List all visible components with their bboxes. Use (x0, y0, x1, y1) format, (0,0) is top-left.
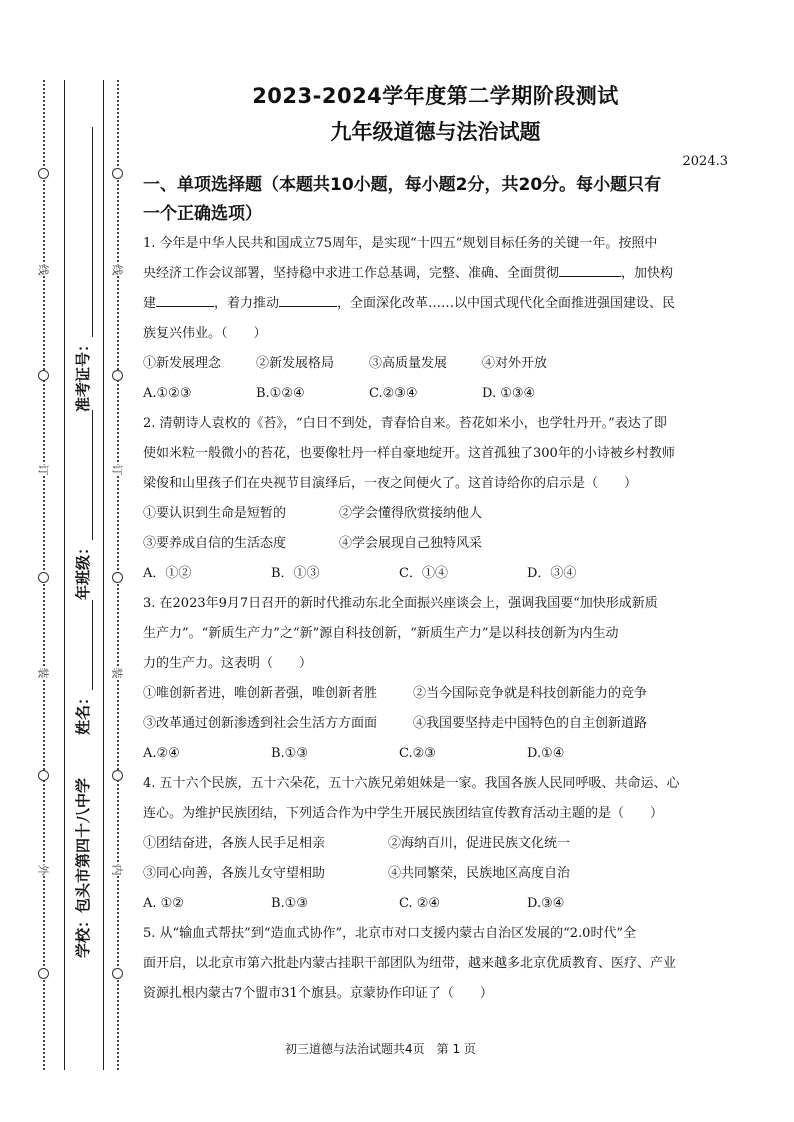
question-text: 央经济工作会议部署，坚持稳中求进工作总基调，完整、准确、全面贯彻 (143, 266, 560, 281)
option-c[interactable]: C.②③④ (369, 386, 418, 401)
school-value: 包头市第四十八中学 (74, 777, 92, 913)
question-text: ，着力推动 (214, 296, 280, 311)
statement: ①团结奋进，各族人民手足相亲 (143, 836, 326, 851)
inner-solid-line-left (64, 80, 65, 1070)
option-d[interactable]: D．③④ (527, 566, 577, 581)
inner-solid-line-right (103, 80, 104, 1070)
question-line: 2. 清朝诗人袁枚的《苔》，“白日不到处，青春恰自来。苔花如米小，也学牡丹开。”表达了即 (143, 416, 667, 431)
statement: ④我国要坚持走中国特色的自主创新道路 (413, 716, 648, 731)
binding-circle (38, 968, 49, 979)
question-line: 生产力”。“新质生产力”之“新”源自科技创新，“新质生产力”是以科技创新为内生动 (143, 626, 619, 641)
school-field (72, 778, 93, 958)
question-line: 面开启，以北京市第六批赴内蒙古挂职干部团队为纽带，越来越多北京优质教育、医疗、产业 (143, 956, 677, 971)
statement: ③同心向善，各族儿女守望相助 (143, 866, 326, 881)
statement: ③高质量发展 (369, 356, 448, 371)
statement: ②学会懂得欣赏接纳他人 (339, 506, 483, 521)
question-3 (143, 589, 728, 769)
binding-circle (112, 572, 123, 583)
question-text: ，加快构 (621, 266, 674, 281)
binding-char: 线 (36, 264, 50, 276)
statement: ①要认识到生命是短暂的 (143, 506, 287, 521)
question-line: 3. 在2023年9月7日召开的新时代推动东北全面振兴座谈会上，强调我国要“加快形成新质 (143, 596, 658, 611)
option-d[interactable]: D. ①③④ (482, 386, 536, 401)
binding-char: 外 (36, 864, 50, 876)
class-underline[interactable] (78, 410, 93, 540)
question-line: 梁俊和山里孩子们在央视节目演绎后，一夜之间便火了。这首诗给你的启示是（ ） (143, 476, 638, 491)
page-footer: 初三道德与法治试题共4页 第 1 页 (285, 1042, 476, 1056)
question-1 (143, 229, 728, 409)
statement-row (143, 499, 728, 529)
exam-content (143, 72, 728, 1009)
statement-row (143, 709, 728, 739)
question-line (143, 259, 728, 289)
section-title (143, 171, 728, 229)
exam-date: 2024.3 (682, 154, 728, 169)
question-text: 建 (143, 296, 157, 311)
statement: ②新发展格局 (256, 356, 335, 371)
name-underline[interactable] (78, 600, 93, 690)
option-d[interactable]: D.③④ (527, 896, 565, 911)
statement: ③要养成自信的生活态度 (143, 536, 287, 551)
class-field[interactable] (72, 410, 93, 600)
option-a[interactable]: A.②④ (143, 746, 180, 761)
question-line: 资源扎根内蒙古7个盟市31个旗县。京蒙协作印证了（ ） (143, 986, 493, 1001)
binding-char: 线 (110, 264, 124, 276)
name-label: 姓名： (74, 689, 92, 735)
question-text: ，全面深化改革……以中国式现代化全面推进强国建设、民 (337, 296, 676, 311)
binding-circle (112, 968, 123, 979)
binding-circle (38, 168, 49, 179)
statement-row (143, 349, 728, 379)
exam-number-field[interactable] (72, 127, 93, 412)
option-c[interactable]: C．①④ (399, 566, 448, 581)
section-title-line1: 一、单项选择题（本题共10小题，每小题2分，共20分。每小题只有 (143, 175, 662, 195)
statement: ②当今国际竞争就是科技创新能力的竞争 (413, 686, 648, 701)
option-row (143, 559, 728, 589)
question-4 (143, 769, 728, 919)
binding-char: 装 (36, 667, 50, 679)
option-d[interactable]: D.①④ (527, 746, 565, 761)
statement: ④学会展现自己独特风采 (339, 536, 483, 551)
question-line: 5. 从“输血式帮扶”到“造血式协作”，北京市对口支援内蒙古自治区发展的“2.0时代”全 (143, 926, 637, 941)
binding-margin (0, 0, 135, 1122)
statement: ④对外开放 (482, 356, 548, 371)
answer-blank[interactable] (156, 292, 214, 307)
question-line: 使如米粒一般微小的苔花，也要像牡丹一样自豪地绽开。这首孤独了300年的小诗被乡村教师 (143, 446, 675, 461)
binding-char: 内 (110, 864, 124, 876)
option-a[interactable]: A．①② (143, 566, 192, 581)
option-row (143, 739, 728, 769)
statement: ①唯创新者进，唯创新者强，唯创新者胜 (143, 686, 378, 701)
statement: ②海纳百川，促进民族文化统一 (388, 836, 571, 851)
option-b[interactable]: B.①③ (271, 896, 308, 911)
option-row (143, 889, 728, 919)
option-b[interactable]: B．①③ (271, 566, 320, 581)
statement: ④共同繁荣，民族地区高度自治 (388, 866, 571, 881)
option-b[interactable]: B.①③ (271, 746, 308, 761)
question-line: 连心。为维护民族团结，下列适合作为中学生开展民族团结宣传教育活动主题的是（ ） (143, 806, 664, 821)
binding-circle (38, 370, 49, 381)
exam-number-underline[interactable] (78, 127, 93, 337)
section-title-line2: 一个正确选项） (143, 204, 262, 224)
question-line: 1. 今年是中华人民共和国成立75周年，是实现“十四五”规划目标任务的关键一年。按照中 (143, 236, 658, 251)
exam-number-label: 准考证号： (74, 336, 92, 412)
exam-title: 2023-2024学年度第二学期阶段测试 (252, 84, 619, 108)
option-b[interactable]: B.①②④ (256, 386, 305, 401)
statement: ③改革通过创新渗透到社会生活方方面面 (143, 716, 378, 731)
statement-row (143, 529, 728, 559)
statement-row (143, 829, 728, 859)
option-a[interactable]: A. ①② (143, 896, 184, 911)
question-5 (143, 919, 728, 1009)
statement-row (143, 859, 728, 889)
question-line: 4. 五十六个民族，五十六朵花，五十六族兄弟姐妹是一家。我国各族人民同呼吸、共命运、心 (143, 776, 680, 791)
answer-blank[interactable] (559, 262, 621, 277)
binding-circle (112, 168, 123, 179)
name-field[interactable] (72, 600, 93, 735)
binding-circle (38, 572, 49, 583)
question-2 (143, 409, 728, 589)
option-c[interactable]: C. ②④ (399, 896, 441, 911)
binding-circle (112, 770, 123, 781)
option-row (143, 379, 728, 409)
binding-circle (112, 370, 123, 381)
binding-char: 装 (110, 667, 124, 679)
answer-blank[interactable] (279, 292, 337, 307)
binding-char: 订 (110, 464, 124, 476)
question-line: 族复兴伟业。（ ） (143, 326, 267, 341)
statement-row (143, 679, 728, 709)
school-label: 学校： (74, 912, 92, 958)
binding-char: 订 (36, 464, 50, 476)
option-a[interactable]: A.①②③ (143, 386, 192, 401)
question-line: 力的生产力。这表明（ ） (143, 656, 313, 671)
statement: ①新发展理念 (143, 356, 222, 371)
option-c[interactable]: C.②③ (399, 746, 436, 761)
exam-subtitle: 九年级道德与法治试题 (330, 120, 541, 144)
binding-circle (38, 770, 49, 781)
question-line (143, 289, 728, 319)
class-label: 年班级： (74, 539, 92, 600)
